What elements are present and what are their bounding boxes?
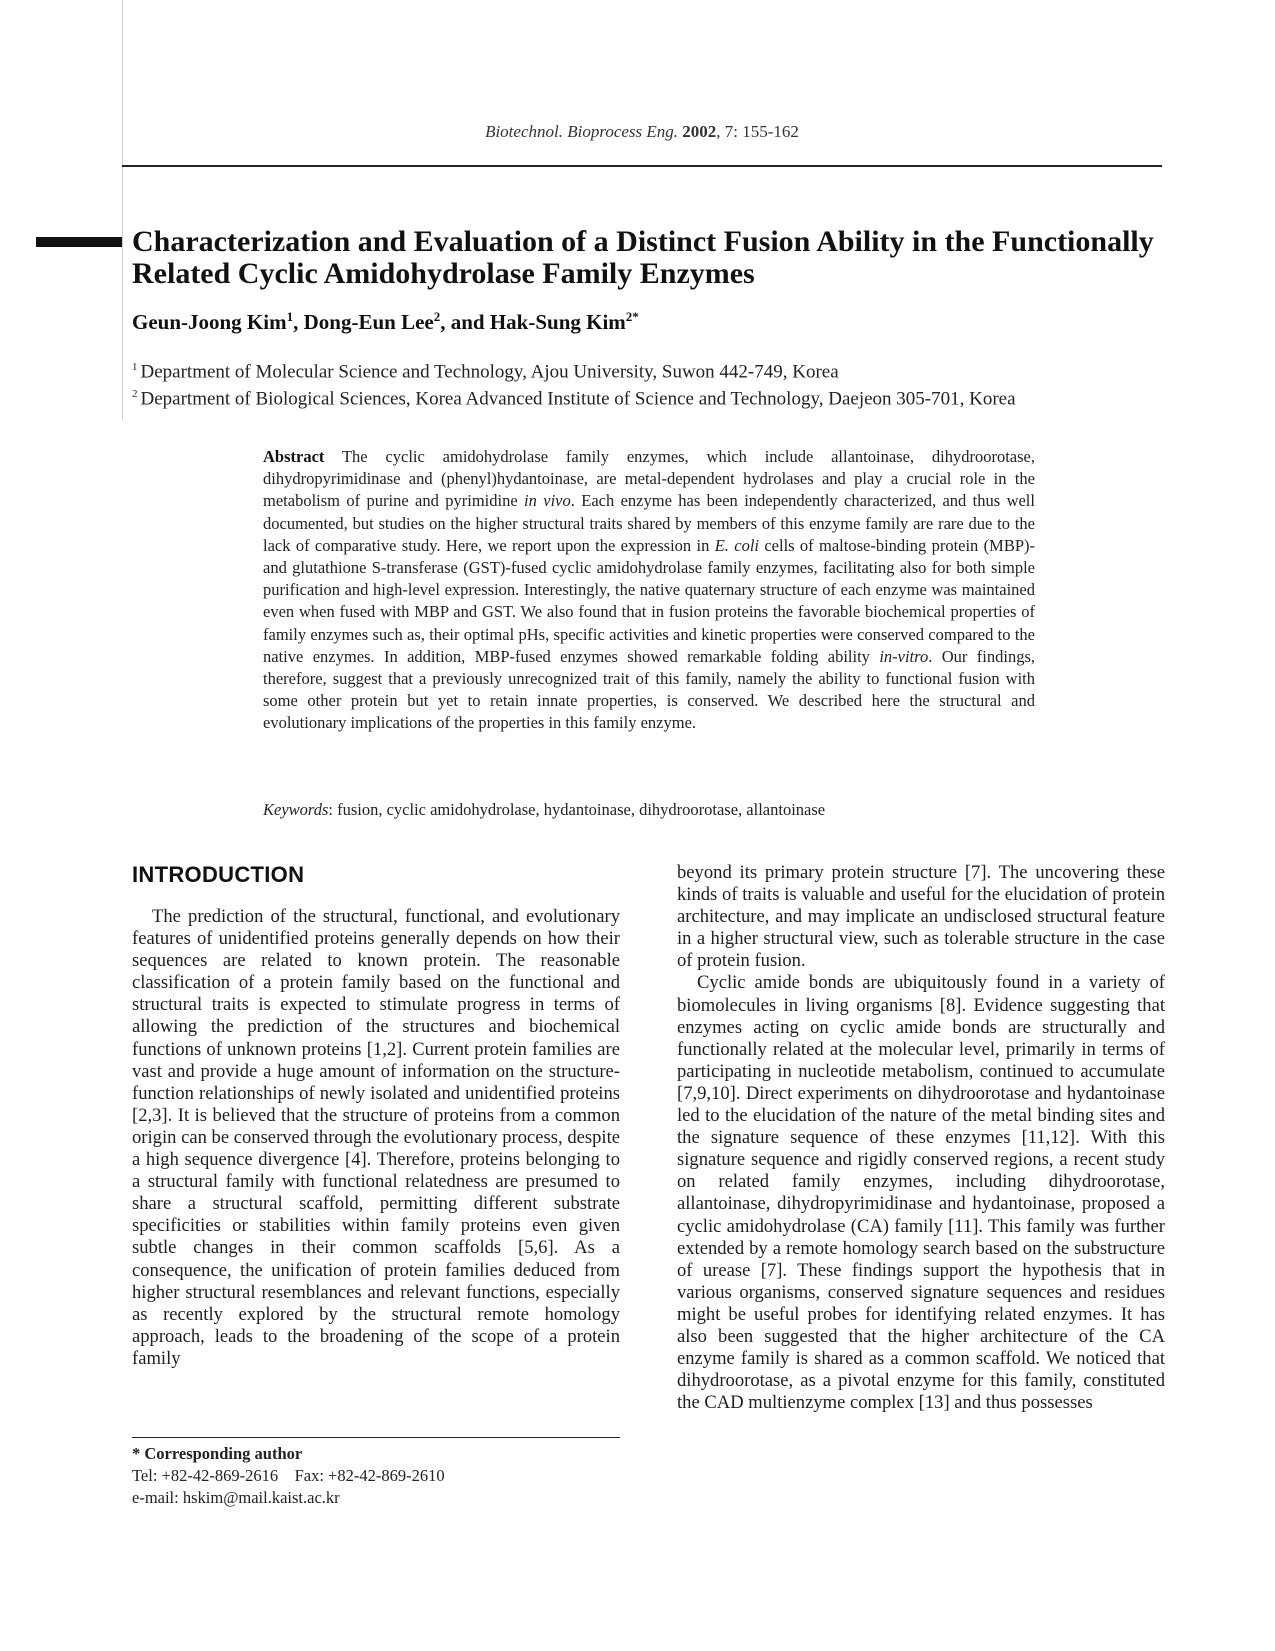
footnote-fax: Fax: +82-42-869-2610 xyxy=(294,1466,445,1485)
footnote-email: e-mail: hskim@mail.kaist.ac.kr xyxy=(132,1488,340,1507)
affiliation-line xyxy=(132,356,1172,383)
footnote-label: * Corresponding author xyxy=(132,1444,303,1463)
journal-year: 2002 xyxy=(682,122,717,141)
abstract-emphasis: in-vitro xyxy=(879,646,929,666)
abstract-emphasis: in vivo xyxy=(524,491,571,511)
author-affil-mark: 1 xyxy=(286,309,294,324)
affiliation-number: 2 xyxy=(132,388,138,401)
body-paragraph: beyond its primary protein structure [7]. The uncovering these kinds of traits is valuable and useful for the elucidation of protein architecture, and may implicate an undisclosed structural feature in a higher structural view, such as tolerable structure in the case of protein fusion. xyxy=(677,862,1165,972)
affiliation-line xyxy=(132,383,1172,410)
page-left-rule xyxy=(122,0,123,420)
corresponding-author-footnote xyxy=(132,1443,620,1509)
affiliation-number: 1 xyxy=(132,361,138,373)
footnote-tel: Tel: +82-42-869-2616 xyxy=(132,1466,279,1485)
abstract xyxy=(263,446,1035,735)
section-heading-introduction: INTRODUCTION xyxy=(132,862,305,887)
author-separator: , and xyxy=(440,310,490,334)
abstract-emphasis: E. coli xyxy=(714,535,759,555)
keywords-label: Keywords xyxy=(263,800,329,819)
author-list xyxy=(132,309,639,335)
body-paragraph: Cyclic amide bonds are ubiquitously found in a variety of biomolecules in living organisms [8]. Evidence suggesting that enzymes acting on cyclic amide bonds are structurally and functionally related at the molecular level, primarily in terms of participating in nucleotide metabolism, continued to accumulate [7,9,10]. Direct experiments on dihydroorotase and hydantoinase led to the elucidation of the nature of the metal binding sites and the signature sequence of these enzymes [11,12]. With this signature sequence and rigidly conserved regions, a recent study on related family enzymes, including dihydroorotase, allantoinase, dihydropyrimidinase and hydantoinase, proposed a cyclic amidohydrolase (CA) family [11]. This family was further extended by a remote homology search based on the substructure of urease [7]. These findings support the hypothesis that in various organisms, conserved signature sequences and residues might be useful probes for identifying related enzymes. It has also been suggested that the higher architecture of the CA enzyme family is shared as a common scaffold. We noticed that dihydroorotase, as a pivotal enzyme for this family, constituted the CAD multienzyme complex [13] and thus possesses xyxy=(677,972,1165,1414)
title-marker-bar xyxy=(36,237,122,247)
body-paragraph: The prediction of the structural, functional, and evolutionary features of unidentified proteins generally depends on how their sequences are related to known protein. The reasonable classification of a protein family based on the functional and structural traits is expected to stimulate progress in terms of allowing the prediction of the structures and biochemical functions of unknown proteins [1,2]. Current protein families are vast and provide a huge amount of information on the structure-function relationships of newly isolated and unidentified proteins [2,3]. It is believed that the structure of proteins from a common origin can be conserved through the evolutionary process, despite a high sequence divergence [4]. Therefore, proteins belonging to a structural family with functional relatedness are presumed to share a structural scaffold, permitting different substrate specificities or stabilities within family proteins even given subtle changes in their common scaffolds [5,6]. As a consequence, the unification of protein families deduced from higher structural resemblances and relevant functions, especially as recently explored by the structural remote homology approach, leads to the broadening of the scope of a protein family xyxy=(132,906,620,1369)
keywords xyxy=(263,800,1035,820)
body-column-right xyxy=(677,862,1165,1414)
author-name: Geun-Joong Kim xyxy=(132,310,287,334)
abstract-label: Abstract xyxy=(263,447,325,466)
journal-name: Biotechnol. Bioprocess Eng. xyxy=(485,122,679,141)
footnote-contact xyxy=(132,1465,620,1487)
author-separator: , xyxy=(293,310,304,334)
affiliation-text: Department of Molecular Science and Technology, Ajou University, Suwon 442-749, Korea xyxy=(140,361,839,383)
affiliations xyxy=(132,356,1172,411)
affiliation-text: Department of Biological Sciences, Korea Advanced Institute of Science and Technology, Daejeon 305-701, Korea xyxy=(140,388,1016,410)
keywords-text: : fusion, cyclic amidohydrolase, hydantoinase, dihydroorotase, allantoinase xyxy=(328,800,826,819)
abstract-text: cells of maltose-binding protein (MBP)- and glutathione S-transferase (GST)-fused cyclic amidohydrolase family enzymes, facilitating also for both simple purification and high-level expression. Interestingly, the native quaternary structure of each enzyme was maintained even when fused with MBP and GST. We also found that in fusion proteins the favorable biochemical properties of family enzymes such as, their optimal pHs, specific activities and kinetic properties were conserved compared to the native enzymes. In addition, MBP-fused enzymes showed remarkable folding ability xyxy=(263,535,1035,666)
journal-volume-pages: , 7: 155-162 xyxy=(716,122,799,141)
abstract-text: . Each enzyme has been independently characterized, and thus well documented, but studies on the higher structural traits shared by members of this enzyme family are rare due to the lack of comparative study. Here, we report upon the expression in xyxy=(263,491,1035,555)
author-affil-mark: 2* xyxy=(625,309,639,324)
author-affil-mark: 2 xyxy=(433,309,441,324)
author-name: Hak-Sung Kim xyxy=(489,310,626,334)
author-name: Dong-Eun Lee xyxy=(303,310,434,334)
abstract-text: . Our findings, therefore, suggest that a previously unrecognized trait of this family, namely the ability to functional fusion with some other protein but yet to retain innate properties, is conserved. We described here the structural and evolutionary implications of the properties in this family enzyme. xyxy=(263,646,1035,733)
body-column-left xyxy=(132,862,620,1370)
abstract-text: The cyclic amidohydrolase family enzymes, which include allantoinase, dihydroorotase, dihydropyrimidinase and (phenyl)hydantoinase, are metal-dependent hydrolases and play a crucial role in the metabolism of purine and pyrimidine xyxy=(263,447,1035,511)
paper-title: Characterization and Evaluation of a Distinct Fusion Ability in the Functionally Related Cyclic Amidohydrolase Family Enzymes xyxy=(132,225,1154,290)
footnote-rule xyxy=(132,1437,620,1438)
header-rule xyxy=(122,165,1162,167)
journal-citation xyxy=(122,122,1162,142)
